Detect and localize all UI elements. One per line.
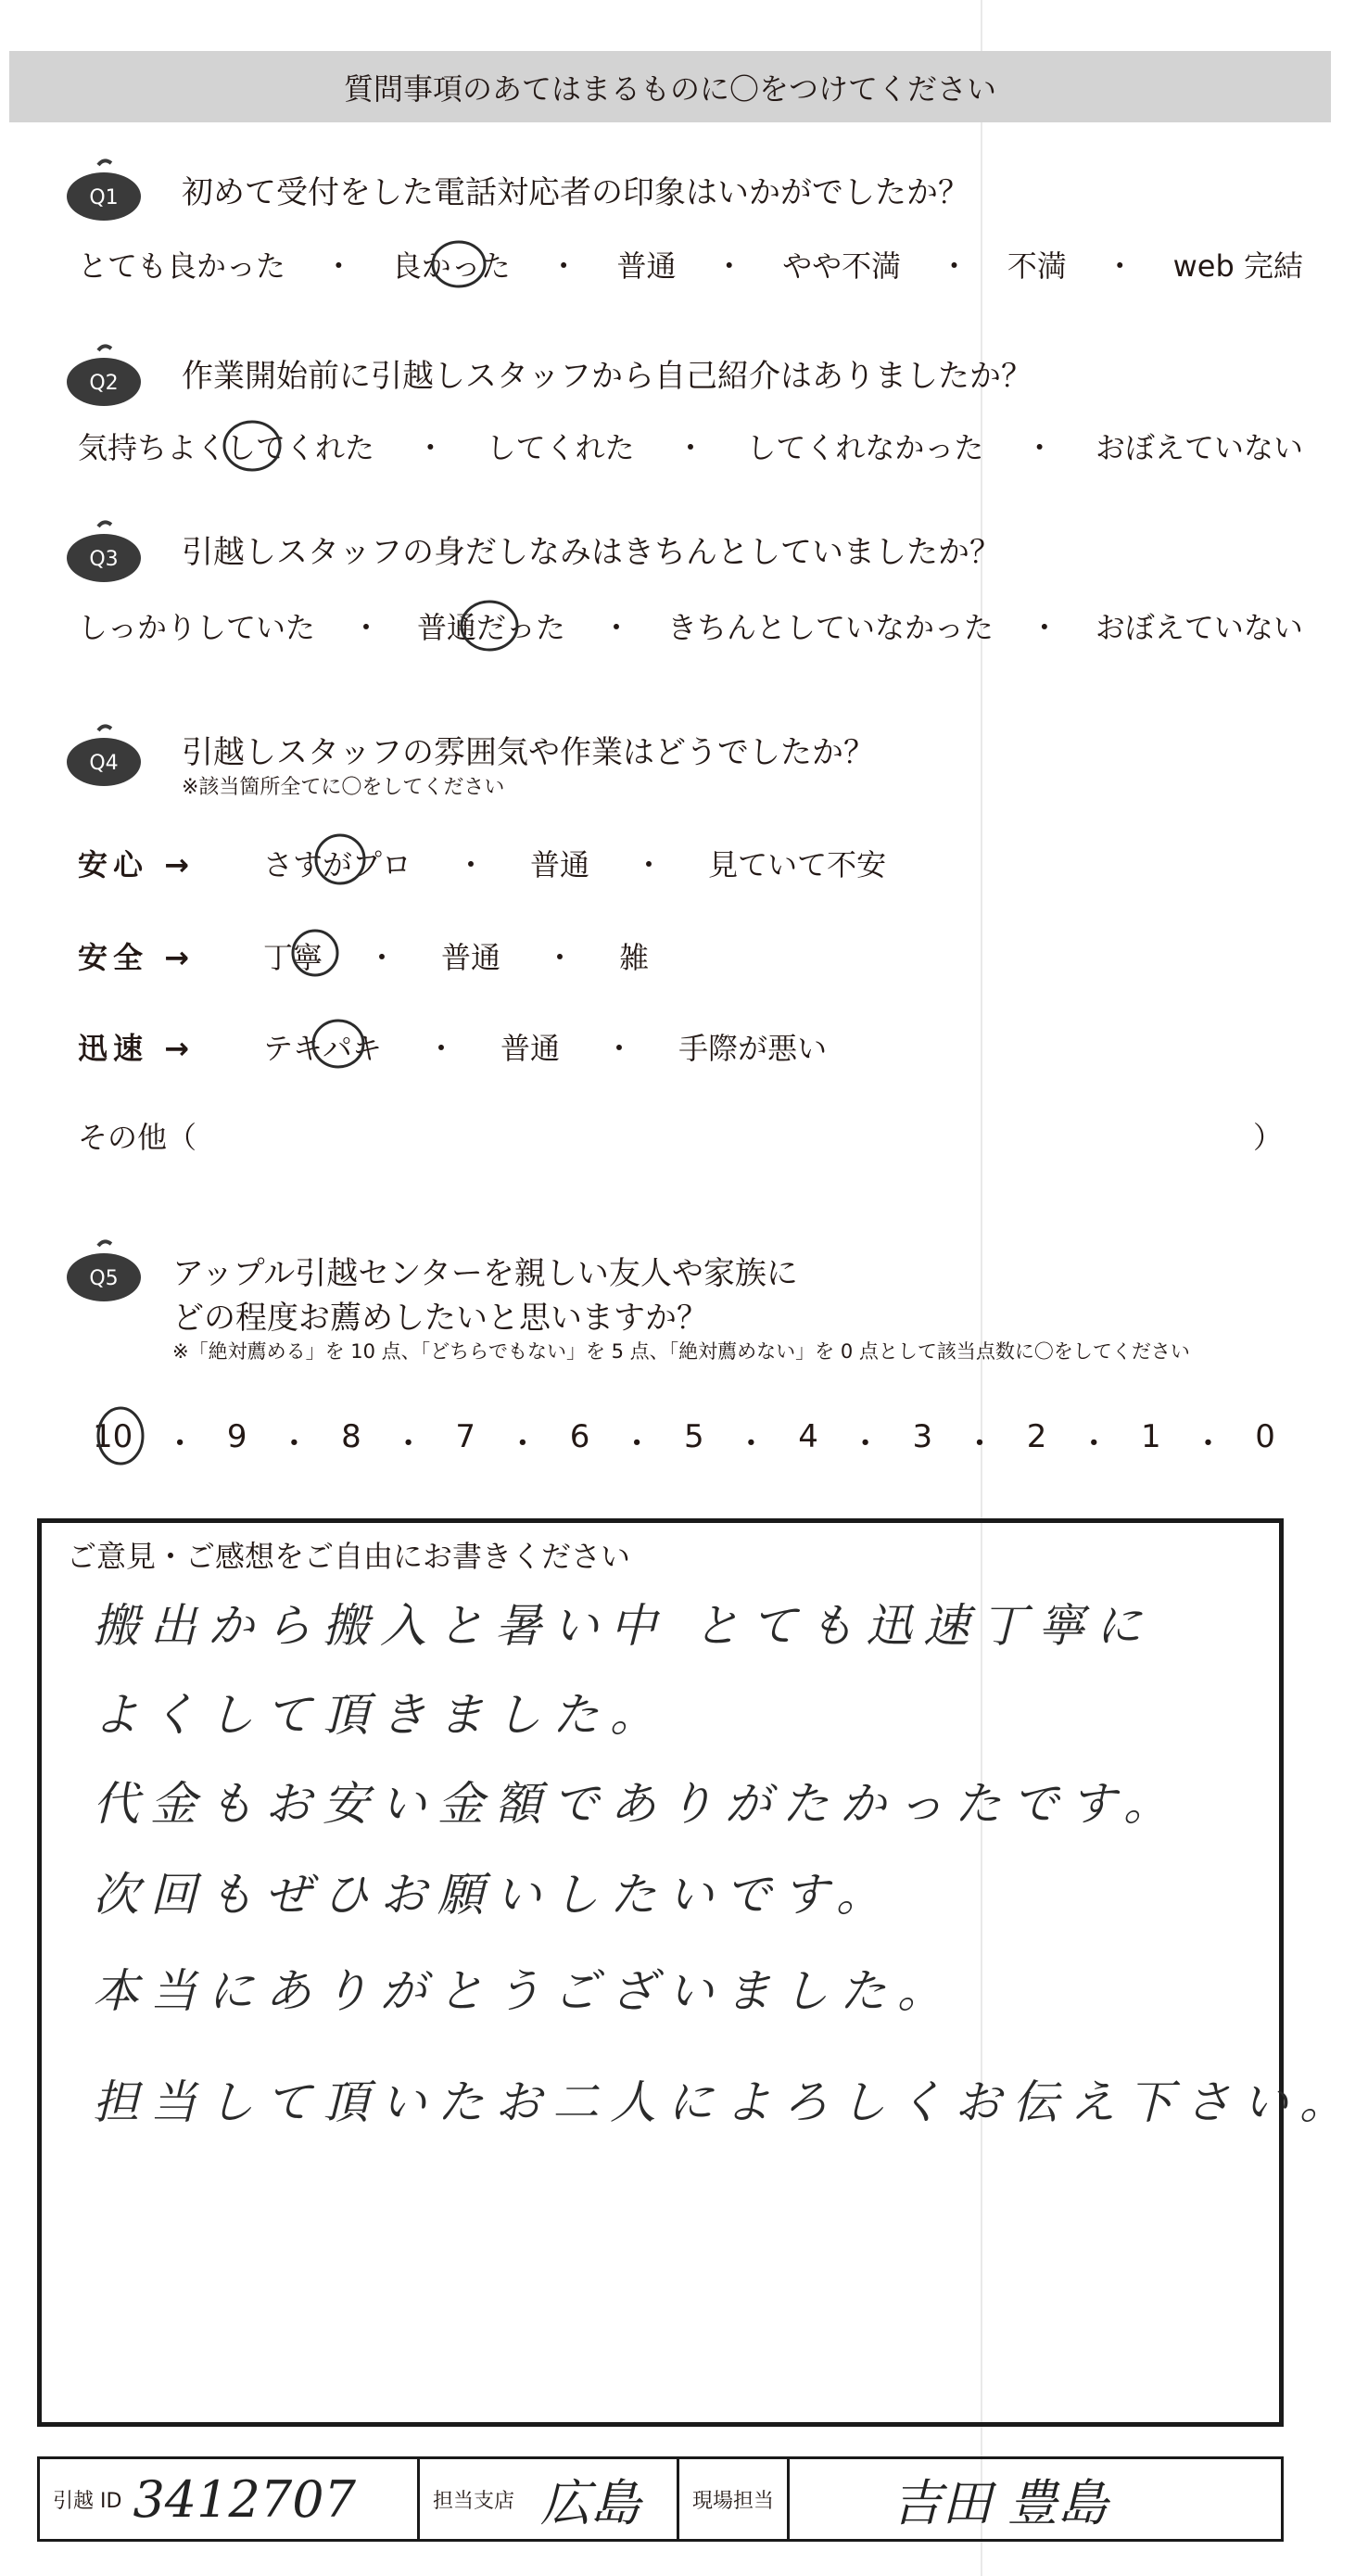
- branch-cell: [420, 2459, 679, 2539]
- comment-line-2: よくして頂きました。: [93, 1688, 667, 1742]
- footer-table: [37, 2456, 1284, 2542]
- q2-option-1[interactable]: 気持ちよくしてくれた: [78, 430, 375, 465]
- q5-score-scale: 10 ・ 9 ・ 8 ・ 7 ・ 6 ・ 5 ・ 4 ・ 3 ・ 2 ・ 1 ・ 0: [93, 1418, 1275, 1463]
- staff-label: 現場担当: [679, 2459, 790, 2539]
- q3-apple-icon: [61, 519, 146, 584]
- q4-row-safety: 安全 → 丁寧 ・ 普通 ・ 雑: [78, 934, 693, 977]
- q1-label: Q1: [89, 186, 119, 209]
- q4-other-label: その他（: [78, 1120, 197, 1155]
- score-1[interactable]: 1: [1141, 1418, 1161, 1455]
- q3-selected-circle: [452, 593, 526, 658]
- q5-selected-circle: [91, 1402, 150, 1470]
- q1-option-6[interactable]: web 完結: [1172, 248, 1303, 284]
- q4-speed-option-2[interactable]: 普通: [500, 1031, 561, 1066]
- instructions-header: [9, 51, 1331, 122]
- q5-apple-icon: [61, 1238, 146, 1303]
- comment-title: ご意見・ご感想をご自由にお書きください: [67, 1539, 631, 1574]
- q3-title: 引越しスタッフの身だしなみはきちんとしていましたか？: [182, 534, 1001, 571]
- comment-line-5: 本当にありがとうございました。: [93, 1964, 955, 2018]
- score-7[interactable]: 7: [455, 1418, 476, 1455]
- q4-speed-option-3[interactable]: 手際が悪い: [678, 1031, 828, 1066]
- q3-option-2[interactable]: 普通だった: [416, 610, 565, 645]
- q2-title: 作業開始前に引越しスタッフから自己紹介はありましたか？: [182, 358, 1032, 395]
- q4-title: 引越しスタッフの雰囲気や作業はどうでしたか？: [182, 734, 875, 771]
- move-id-value: 3412707: [133, 2469, 356, 2529]
- branch-value: 広島: [540, 2473, 641, 2532]
- q1-option-2[interactable]: 良かった: [391, 248, 511, 284]
- staff-value: 吉田 豊島: [892, 2473, 1108, 2532]
- q1-option-3[interactable]: 普通: [616, 248, 677, 284]
- q2-option-2[interactable]: してくれた: [486, 430, 635, 465]
- q1-options: とても良かった ・ 良かった ・ 普通 ・ やや不満 ・ 不満 ・ web 完結: [78, 243, 1303, 286]
- q4-row-safety-label: 安全 →: [78, 940, 195, 975]
- q3-option-4[interactable]: おぼえていない: [1095, 610, 1303, 645]
- q4-relief-option-1[interactable]: さすがプロ: [263, 847, 412, 882]
- q5-note: ※「絶対薦める」を 10 点、「どちらでもない」を 5 点、「絶対薦めない」を 0 点として該当点数に〇をしてください: [172, 1340, 1190, 1363]
- q4-safety-option-2[interactable]: 普通: [441, 940, 501, 975]
- comment-line-4: 次回もぜひお願いしたいです。: [93, 1868, 893, 1922]
- q5-title-line2: どの程度お薦めしたいと思いますか？: [172, 1300, 708, 1337]
- q4-relief-selected-circle: [308, 827, 373, 892]
- q5-label: Q5: [89, 1267, 119, 1290]
- move-id-label: 引越 ID: [53, 2489, 122, 2513]
- score-3[interactable]: 3: [912, 1418, 933, 1455]
- q4-row-speed-label: 迅速 →: [78, 1031, 195, 1066]
- score-0[interactable]: 0: [1255, 1418, 1275, 1455]
- q1-option-1[interactable]: とても良かった: [78, 248, 286, 284]
- q4-note: ※該当箇所全てに〇をしてください: [182, 776, 505, 799]
- q3-option-3[interactable]: きちんとしていなかった: [666, 610, 994, 645]
- q2-apple-icon: [61, 343, 146, 408]
- q4-row-relief: 安心 → さすがプロ ・ 普通 ・ 見ていて不安: [78, 842, 931, 884]
- q4-other-row: [78, 1114, 1283, 1157]
- q4-relief-option-3[interactable]: 見ていて不安: [708, 847, 887, 882]
- q5-title-line1: アップル引越センターを親しい友人や家族に: [172, 1255, 798, 1292]
- score-6[interactable]: 6: [569, 1418, 590, 1455]
- q4-other-close: ）: [1252, 1120, 1283, 1155]
- staff-cell: [679, 2459, 1281, 2539]
- q4-safety-selected-circle: [285, 923, 345, 983]
- move-id-cell: [40, 2459, 420, 2539]
- q4-relief-option-2[interactable]: 普通: [530, 847, 590, 882]
- q3-options: しっかりしていた ・ 普通だった ・ きちんとしていなかった ・ おぼえていない: [78, 604, 1303, 647]
- q2-option-4[interactable]: おぼえていない: [1095, 430, 1303, 465]
- q1-selected-circle: [426, 232, 491, 297]
- q2-label: Q2: [89, 372, 119, 395]
- q4-label: Q4: [89, 752, 119, 775]
- q1-apple-icon: [61, 158, 146, 222]
- q2-options: 気持ちよくしてくれた ・ してくれた ・ してくれなかった ・ おぼえていない: [78, 425, 1303, 467]
- score-8[interactable]: 8: [341, 1418, 361, 1455]
- comment-line-1: 搬出から搬入と暑い中 とても迅速丁寧に: [93, 1599, 1153, 1653]
- score-2[interactable]: 2: [1026, 1418, 1047, 1455]
- header-title: 質問事項のあてはまるものに〇をつけてください: [343, 70, 996, 107]
- q4-safety-option-1[interactable]: 丁寧: [263, 940, 323, 975]
- q4-safety-option-3[interactable]: 雑: [619, 940, 650, 975]
- score-10[interactable]: 10: [93, 1418, 133, 1455]
- q2-selected-circle: [215, 413, 289, 478]
- score-4[interactable]: 4: [798, 1418, 818, 1455]
- q1-option-4[interactable]: やや不満: [782, 248, 902, 284]
- q1-option-5[interactable]: 不満: [1007, 248, 1067, 284]
- q4-speed-option-1[interactable]: テキパキ: [263, 1031, 383, 1066]
- score-5[interactable]: 5: [683, 1418, 704, 1455]
- branch-label: 担当支店: [433, 2489, 515, 2513]
- comment-line-3: 代金もお安い金額でありがたかったです。: [93, 1777, 1181, 1831]
- q1-title: 初めて受付をした電話対応者の印象はいかがでしたか？: [182, 174, 969, 211]
- q4-row-relief-label: 安心 →: [78, 847, 195, 882]
- q3-label: Q3: [89, 548, 119, 571]
- q2-option-3[interactable]: してくれなかった: [746, 430, 984, 465]
- comment-line-6: 担当して頂いたお二人によろしくお伝え下さい。: [93, 2075, 1357, 2129]
- q3-option-1[interactable]: しっかりしていた: [78, 610, 316, 645]
- q4-row-speed: 迅速 → テキパキ ・ 普通 ・ 手際が悪い: [78, 1025, 871, 1068]
- score-9[interactable]: 9: [226, 1418, 247, 1455]
- q4-speed-selected-circle: [306, 1012, 371, 1075]
- q4-apple-icon: [61, 723, 146, 788]
